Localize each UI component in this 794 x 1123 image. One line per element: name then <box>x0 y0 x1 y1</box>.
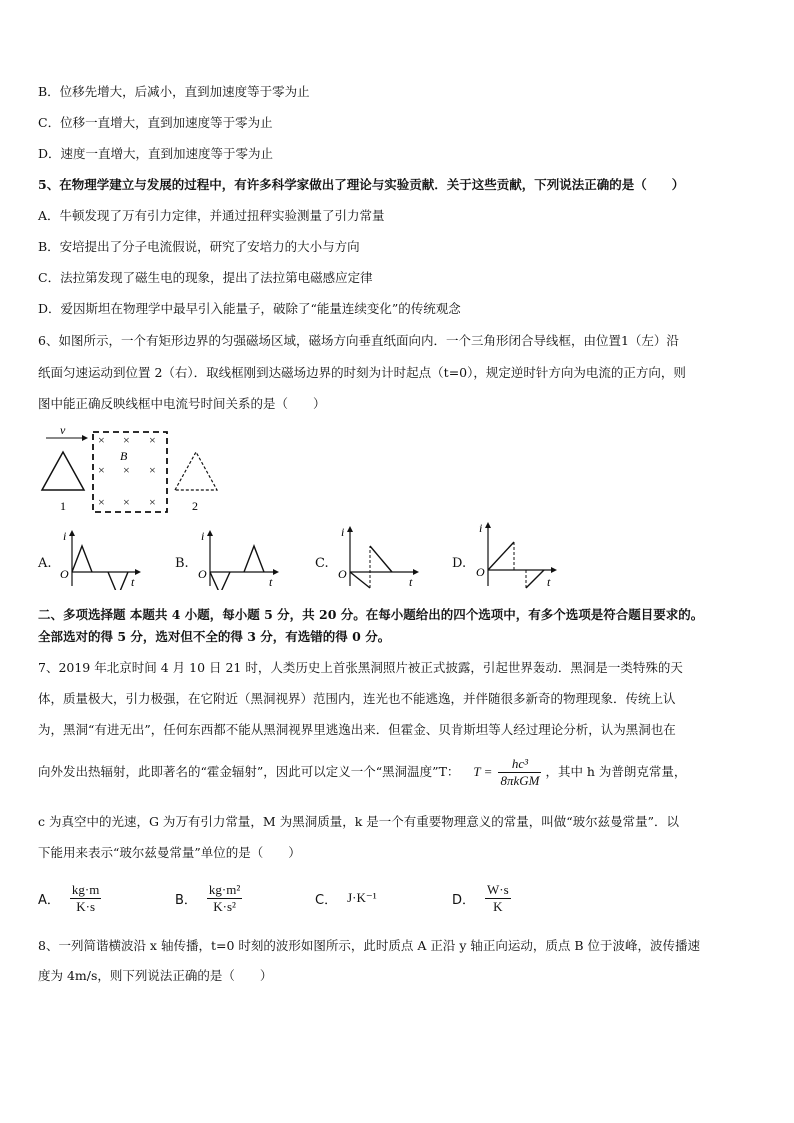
field-x: × <box>98 463 105 477</box>
q7-option-d-label: D． <box>452 892 476 908</box>
q7-line1: 7、2019 年北京时间 4 月 10 日 21 时，人类历史上首张黑洞照片被正式披露，引起世界轰动．黑洞是一类特殊的天 <box>38 660 683 675</box>
q6-setup-figure <box>36 422 236 522</box>
section2-heading-line1: 二、多项选择题 本题共 4 小题，每小题 5 分，共 20 分。在每小题给出的四个选项中，有多个选项是符合题目要求的。 <box>38 607 704 622</box>
q8-line2: 度为 4m/s，则下列说法正确的是（ ） <box>38 968 273 983</box>
q6-stem-line3: 图中能正确反映线框中电流号时间关系的是（ ） <box>38 396 326 411</box>
q7-option-c-label: C． <box>315 892 338 908</box>
unit-denominator: K·s <box>76 898 96 914</box>
field-x: × <box>123 463 130 477</box>
q5-option-c: C．法拉第发现了磁生电的现象，提出了法拉第电磁感应定律 <box>38 270 373 285</box>
unit-numerator: kg·m² <box>208 881 241 897</box>
i-axis-label: i <box>63 529 67 543</box>
i-axis-label: i <box>479 521 483 535</box>
q5-stem: 5、在物理学建立与发展的过程中，有许多科学家做出了理论与实验贡献．关于这些贡献，下列说法正确的是（ ） <box>38 177 685 192</box>
formula-lhs: T = <box>473 764 493 779</box>
field-x: × <box>149 463 156 477</box>
q8-line1: 8、一列简谐横波沿 x 轴传播，t=0 时刻的波形如图所示，此时质点 A 正沿 y 轴正向运动，质点 B 位于波峰，波传播速 <box>38 938 700 953</box>
origin-label: O <box>198 567 207 581</box>
section2-heading-line2: 全部选对的得 5 分，选对但不全的得 3 分，有选错的得 0 分。 <box>38 629 391 644</box>
q7-line4-post: ，其中 h 为普朗克常量， <box>545 764 687 779</box>
q7-option-a-unit <box>70 882 101 915</box>
q5-option-b: B．安培提出了分子电流假说，研究了安培力的大小与方向 <box>38 239 360 254</box>
q7-line3: 为，黑洞“有进无出”，任何东西都不能从黑洞视界里逃逸出来．但霍金、贝肯斯坦等人经过理论分析，认为黑洞也在 <box>38 722 676 737</box>
unit-numerator: kg·m <box>71 881 100 897</box>
q7-line5: c 为真空中的光速，G 为万有引力常量，M 为黑洞质量，k 是一个有重要物理意义的常量，叫做“玻尔兹曼常量”．以 <box>38 814 680 829</box>
q5-option-d: D．爱因斯坦在物理学中最早引入能量子，破除了“能量连续变化”的传统观念 <box>38 301 461 316</box>
q4-option-c: C．位移一直增大，直到加速度等于零为止 <box>38 115 273 130</box>
current-curve-positive <box>488 542 514 570</box>
q7-option-b[interactable] <box>175 878 242 918</box>
q7-option-b-unit <box>207 882 242 915</box>
q7-option-d[interactable] <box>452 878 511 918</box>
q6-option-d-label[interactable]: D. <box>452 556 467 571</box>
origin-label: O <box>60 567 69 581</box>
formula-numerator: hc³ <box>498 756 541 773</box>
q6-option-d-graph[interactable] <box>474 520 564 590</box>
q7-line2: 体，质量极大，引力极强，在它附近（黑洞视界）范围内，连光也不能逃逸，并伴随很多新奇的物理现象．传统上认 <box>38 691 676 706</box>
origin-label: O <box>338 567 347 581</box>
field-label: B <box>120 449 128 463</box>
current-curve-positive <box>244 546 264 572</box>
origin-label: O <box>476 565 485 579</box>
field-x: × <box>123 495 130 509</box>
formula-denominator: 8πkGM <box>500 772 540 788</box>
current-curve-negative <box>350 572 370 588</box>
q7-line4-pre: 向外发出热辐射，此即著名的“霍金辐射”，因此可以定义一个“黑洞温度”T： <box>38 764 460 779</box>
position-1-label: 1 <box>60 499 66 513</box>
q7-option-a-label: A． <box>38 892 60 908</box>
q6-stem-line1: 6、如图所示，一个有矩形边界的匀强磁场区域，磁场方向垂直纸面向内．一个三角形闭合导线框，由位置1（左）沿 <box>38 333 679 348</box>
t-axis-label: t <box>409 575 413 589</box>
q7-option-d-unit <box>485 882 511 915</box>
i-axis-label: i <box>341 525 345 539</box>
current-curve-negative <box>210 572 230 590</box>
t-axis-label: t <box>269 575 273 589</box>
current-curve-negative <box>108 572 128 590</box>
field-x: × <box>123 433 130 447</box>
q6-option-b-label[interactable]: B. <box>175 556 189 571</box>
field-x: × <box>98 433 105 447</box>
triangle-position-2 <box>175 452 217 490</box>
q6-option-c-label[interactable]: C. <box>315 556 329 571</box>
current-curve-negative <box>526 570 544 588</box>
q7-option-a[interactable] <box>38 878 101 918</box>
velocity-label: v <box>60 423 66 437</box>
unit-denominator: K <box>493 898 503 914</box>
q6-stem-line2: 纸面匀速运动到位置 2（右）．取线框刚到达磁场边界的时刻为计时起点（t=0），规定逆时针方向为电流的正方向，则 <box>38 365 686 380</box>
q6-option-a-graph[interactable] <box>58 528 148 590</box>
unit-numerator: W·s <box>487 881 509 897</box>
q7-option-b-label: B． <box>175 892 197 908</box>
t-axis-label: t <box>547 575 551 589</box>
velocity-arrow-head <box>82 435 88 441</box>
q7-line6: 下能用来表示“玻尔兹曼常量”单位的是（ ） <box>38 845 301 860</box>
i-axis-label: i <box>201 529 205 543</box>
current-curve-positive <box>72 546 92 572</box>
q7-option-c[interactable] <box>315 878 377 918</box>
t-axis-label: t <box>131 575 135 589</box>
q6-option-c-graph[interactable] <box>336 524 426 590</box>
position-2-label: 2 <box>192 499 198 513</box>
q6-option-a-label[interactable]: A. <box>38 556 52 571</box>
q7-option-c-unit: J·K⁻¹ <box>347 890 377 905</box>
current-curve-positive <box>370 546 392 572</box>
triangle-position-1 <box>42 452 84 490</box>
hawking-temperature-formula <box>498 756 541 789</box>
q5-option-a: A．牛顿发现了万有引力定律，并通过扭秤实验测量了引力常量 <box>38 208 385 223</box>
q4-option-d: D．速度一直增大，直到加速度等于零为止 <box>38 146 274 161</box>
q7-line4 <box>38 752 686 792</box>
field-x: × <box>98 495 105 509</box>
field-x: × <box>149 495 156 509</box>
field-x: × <box>149 433 156 447</box>
q4-option-b: B．位移先增大，后减小，直到加速度等于零为止 <box>38 84 310 99</box>
unit-denominator: K·s² <box>213 898 236 914</box>
q6-option-b-graph[interactable] <box>196 528 286 590</box>
